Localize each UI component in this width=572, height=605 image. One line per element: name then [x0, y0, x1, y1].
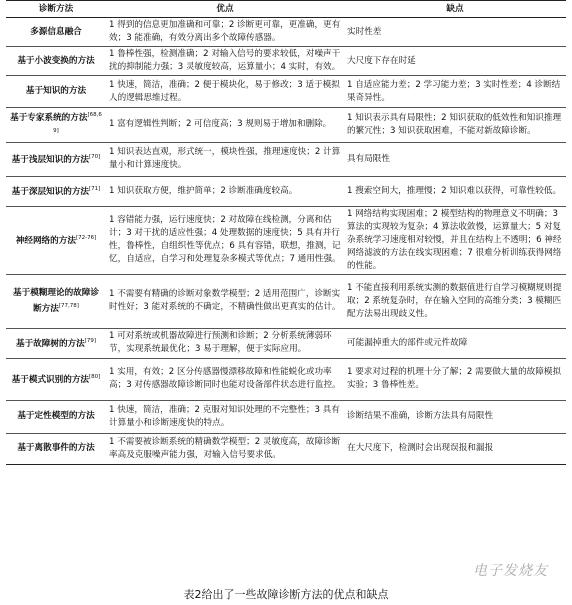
table-row: [6, 176, 566, 206]
table-body: [6, 18, 566, 465]
method-cell: [6, 76, 106, 108]
method-name: 基于离散事件的方法: [17, 443, 95, 454]
pros-cell: 1 不需要有精确的诊断对象数学模型；2 适用范围广，诊断实时性好；3 能对系统的不确定，不精确性做出更真实的估计。: [106, 274, 344, 328]
pros-cell: 1 得到的信息更加准确和可靠；2 诊断更可靠，更准确，更有效；3 能准确，有效分离出多个故障传感器。: [106, 18, 344, 47]
method-name: 基于知识的方法: [25, 86, 87, 96]
method-cell: [6, 18, 106, 47]
cons-cell: 1 搜索空间大，推理慢；2 知识难以获得，可靠性较低。: [344, 176, 566, 206]
method-name: 基于模式识别的方法: [11, 375, 90, 386]
method-cell: [6, 433, 106, 464]
method-name: 神经网络的方法: [15, 236, 76, 247]
cons-cell: 实时性差: [344, 18, 566, 47]
table-row: [6, 274, 566, 328]
header-pros: 优点: [106, 1, 344, 18]
cons-cell: 1 知识表示具有局限性；2 知识获取的低效性和知识推理的繁冗性；3 知识获取困难，不能对新故障诊断。: [344, 108, 566, 143]
pros-cell: 1 知识获取方便，维护简单；2 诊断准确度较高。: [106, 176, 344, 206]
table-row: [6, 400, 566, 433]
table-row: [6, 142, 566, 176]
method-cell: [6, 358, 106, 400]
cons-cell: 1 要求对过程的机理十分了解；2 需要做大量的故障模拟实验；3 鲁棒性差。: [344, 358, 566, 400]
pros-cell: 1 容错能力强，运行速度快；2 对故障在线检测，分离和估计；3 对干扰的适应性强；4 处理数据的速度快；5 具有并行性，鲁棒性，自组织性等优点；6 具有容错，联想，推测，记忆，自适应，自学习和处理复杂多模式等优点；7 通用性强。: [106, 206, 344, 274]
pros-cell: 1 可对系统或机器故障进行预测和诊断；2 分析系统薄弱环节，实现系统最优化；3 易于理解，便于实际应用。: [106, 328, 344, 358]
cons-cell: 具有局限性: [344, 142, 566, 176]
table-row: [6, 358, 566, 400]
method-name: 基于定性模型的方法: [17, 411, 95, 422]
method-cell: [6, 400, 106, 433]
method-cell: [6, 47, 106, 76]
pros-cell: 1 实用，有效；2 区分传感器慢漂移故障和性能蜕化或功率高；3 对传感器故障诊断同时也能对设备部件状态进行监控。: [106, 358, 344, 400]
pros-cell: 1 知识表达直观，形式统一，模块性强，推理速度快；2 计算量小和计算速度快。: [106, 142, 344, 176]
table-row: [6, 108, 566, 143]
pros-cell: 1 快速，简洁，准确；2 便于模块化，易于修改；3 适于模拟人的逻辑思维过程。: [106, 76, 344, 108]
cons-cell: 1 自适应能力差；2 学习能力差；3 实时性差；4 诊断结果奇异性。: [344, 76, 566, 108]
table-row: [6, 433, 566, 464]
method-name: 基于故障树的方法: [15, 339, 85, 350]
table-caption: 表2给出了一些故障诊断方法的优点和缺点: [183, 588, 389, 601]
table-row: [6, 206, 566, 274]
methods-table: [6, 0, 566, 465]
reference-mark: [77,78]: [58, 302, 79, 309]
table-header-row: [6, 1, 566, 18]
pros-cell: 1 鲁棒性强，检测准确；2 对输入信号的要求较低，对噪声干扰的抑制能力强；3 灵敏度较高，运算量小；4 实时，有效。: [106, 47, 344, 76]
method-name: 基于浅层知识的方法: [11, 155, 90, 166]
method-cell: [6, 328, 106, 358]
header-cons: 缺点: [344, 1, 566, 18]
method-cell: [6, 274, 106, 328]
cons-cell: 1 网络结构实现困难；2 模型结构的物理意义不明确；3 算法的实现较为复杂；4 算法收敛慢，运算量大；5 对复杂系统学习速度相对较慢，并且在结构上不透明；6 神经网络滤波的方法在线实现困难；7 很难分析训练获得网络的性能。: [344, 206, 566, 274]
pros-cell: 1 快速，简洁，准确；2 克服对知识处理的不完整性；3 具有计算量小和诊断速度快的特点。: [106, 400, 344, 433]
reference-mark: [71]: [89, 186, 101, 193]
reference-mark: [72-76]: [75, 235, 97, 242]
reference-mark: [68,69]: [53, 112, 102, 134]
reference-mark: [79]: [84, 338, 97, 345]
table-row: [6, 18, 566, 47]
watermark-logo: 电子发烧友: [473, 563, 548, 579]
reference-mark: [80]: [89, 374, 101, 381]
method-cell: [6, 108, 106, 143]
method-cell: [6, 206, 106, 274]
cons-cell: 1 不能直接利用系统实测的数据值进行自学习模糊规则提取；2 系统复杂时，存在输入空间的高维分类；3 模糊匹配方法易出现歧义性。: [344, 274, 566, 328]
method-name: 基于小波变换的方法: [17, 55, 95, 66]
method-name: 基于专家系统的方法: [10, 112, 88, 123]
cons-cell: 可能漏掉重大的部件或元件故障: [344, 328, 566, 358]
method-name: 基于模糊理论的故障诊断方法: [13, 287, 99, 314]
method-cell: [6, 142, 106, 176]
header-method: 诊断方法: [6, 1, 106, 18]
table-row: [6, 76, 566, 108]
reference-mark: [70]: [89, 154, 101, 161]
table-row: [6, 47, 566, 76]
pros-cell: 1 不需要被诊断系统的精确数学模型；2 灵敏度高，故障诊断率高及克服噪声能力强，对输入信号要求低。: [106, 433, 344, 464]
table-row: [6, 328, 566, 358]
cons-cell: 大尺度下存在时延: [344, 47, 566, 76]
cons-cell: 诊断结果不准确，诊断方法具有局限性: [344, 400, 566, 433]
method-cell: [6, 176, 106, 206]
cons-cell: 在大尺度下，检测时会出现误报和漏报: [344, 433, 566, 464]
method-name: 多源信息融合: [30, 26, 82, 37]
pros-cell: 1 富有逻辑性判断；2 可信度高；3 规则易于增加和删除。: [106, 108, 344, 143]
method-name: 基于深层知识的方法: [11, 187, 90, 198]
